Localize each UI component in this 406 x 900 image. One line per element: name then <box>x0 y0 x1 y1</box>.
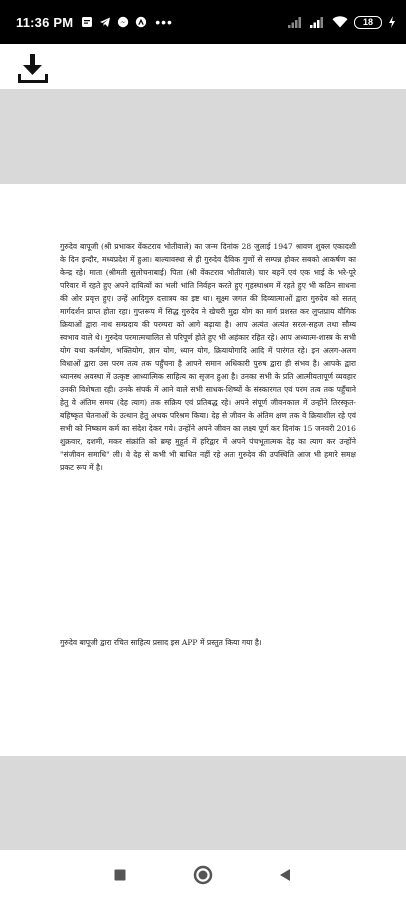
signal-icon-2 <box>310 16 326 28</box>
circle-icon <box>193 865 213 885</box>
more-notifications-dots: ••• <box>155 14 173 30</box>
system-indicators <box>288 16 396 29</box>
square-icon <box>114 869 126 881</box>
status-time: 11:36 PM <box>16 14 74 30</box>
recents-button[interactable] <box>109 864 131 886</box>
telegram-icon <box>99 16 111 28</box>
wifi-icon <box>332 16 348 28</box>
back-button[interactable] <box>274 864 296 886</box>
toolbar <box>0 44 406 90</box>
messenger-icon <box>117 16 129 28</box>
status-bar <box>0 0 406 44</box>
notification-icons <box>81 16 147 28</box>
viewer-top-margin <box>0 89 406 184</box>
triangle-back-icon <box>279 868 291 882</box>
document-paragraph-2: गुरुदेव बापूजी द्वारा रचित साहित्य प्रसाद इस APP में प्रस्तुत किया गया है। <box>60 638 262 647</box>
viewer-bottom-margin <box>0 756 406 850</box>
app-icon <box>135 16 147 28</box>
download-icon <box>14 50 52 88</box>
document-paragraph-1: गुरुदेव बापूजी (श्री प्रभाकर वेंकटराव भोतीवाले) का जन्म दिनांक 28 जुलाई 1947 श्रावण शुक्ल एकादशी के दिन इन्दौर, मध्यप्रदेश में हुआ। बाल्यावस्था से ही गुरुदेव दैविक गुणों से सम्पन्न होकर सबको आकर्षण का केन्द्र रहे। माता (श्रीमती सुलोचनाबाई) पिता (श्री वेंकटराव भोतीवाले) चार बहनें एवं एक भाई के भरे-पूरे परिवार में रहते हुए अपने दायित्वों का भली भांति निर्वहन करते हुए गृहस्थाश्रम में रहते हुए भी कठिन साधना की ओर प्रवृत्त हुए। उन्हें आदिगुरु दत्तात्रय का इष्ट था। सूक्ष्म जगत की दिव्यात्माओं द्वारा गुरुदेव को सतत् मार्गदर्शन प्राप्त होता रहा। गुप्तरूप में सिद्ध गुरुदेव ने खेचरी मुद्रा योग का मार्ग प्रशस्त कर लुप्तप्राय यौगिक क्रियाओं द्वारा नाथ सम्प्रदाय की परम्परा को आगे बढ़ाया है। आप अत्यंत अत्यंत सरल-सहज तथा सौम्य स्वभाव वाले थे। गुरुदेव परमात्मचालित से परिपूर्ण होते हुए भी अहंकार रहित रहे। आप अध्यात्म-शास्त्र के सभी योग यथा कर्मयोग, भक्तियोग, ज्ञान योग, ध्यान योग, क्रियायोगादि आदि में पारंगत रहे। इन अलग-अलग विधाओं द्वारा उस परम तत्व तक पहुँचना है आपने समान अधिकारी पुरुष द्वारा ही संभव है। आपके द्वारा ध्यानस्थ अवस्था में उत्कृष्ट आध्यात्मिक साहित्य का सृजन हुआ है। उनका सभी के प्रति आत्मीयतापूर्ण व्यवहार उनकी विशेषता रही। उनके संपर्क में आने वाले सभी साधक-शिष्यों के संस्कारगत एवं परम तत्व तक पहुँचाने हेतु वे अंतिम समय (देह त्याग) तक सक्रिय एवं प्रतिबद्ध रहे। अपने संपूर्ण जीवनकाल में उन्होंने तिरस्कृत-बहिष्कृत चेतनाओं के उत्थान हेतु अथक परिश्रम किया। देह से जीवन के अंतिम क्षण तक वे क्रियाशील रहे एवं सभी को निष्काम कर्म का संदेश देकर गये। उन्होंने अपने जीवन का लक्ष्य पूर्ण कर दिनांक 15 जनवरी 2016 शुक्रवार, दशमी, मकर संक्रांति को ब्रम्ह मुहूर्त में हरिद्वार में अपने पंचभूतात्मक देह का त्याग कर उन्होंने "संजीवन समाधि" ली। वे देह से कभी भी बाधित नहीं रहे अतः गुरुदेव की उपस्थिति आज भी हमारे समक्ष प्रकट रूप में है। <box>60 242 356 472</box>
home-button[interactable] <box>192 864 214 886</box>
charging-icon <box>388 16 396 28</box>
message-icon <box>81 16 93 28</box>
signal-icon <box>288 16 304 28</box>
download-button[interactable] <box>14 50 52 88</box>
battery-icon: 18 <box>354 16 382 29</box>
navigation-bar <box>0 850 406 900</box>
